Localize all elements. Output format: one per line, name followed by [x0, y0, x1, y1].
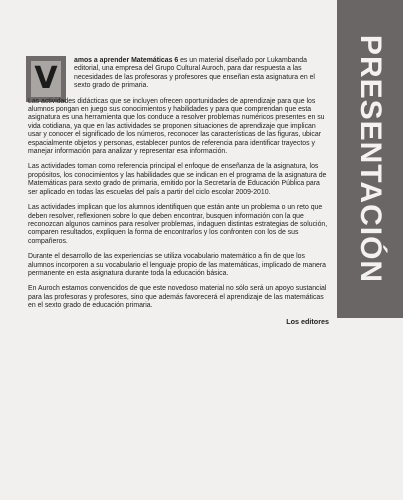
- intro-paragraph: [28, 57, 329, 91]
- drop-cap-letter: V: [31, 61, 61, 97]
- signature: Los editores: [286, 316, 329, 326]
- paragraph-2: Las actividades didácticas que se incluyen ofrecen oportunidades de aprendizaje para que los alumnos pongan en juego sus conocimientos y habilidades y para que comprendan que esta asignatura es una herramienta que los conduce a resolver problemas numéricos presentes en su vida cotidiana, ya que en las actividades se proponen situaciones de aprendizaje que implican usar y conocer el significado de los números, reconocer las características de las figuras, ubicar espacialmente objetos y personas, establecer puntos de referencia para identificar trayectos y manejar información para analizar y representar esa información.: [28, 97, 325, 156]
- intro-rest: es un material diseñado por Lukambanda editorial, una empresa del Grupo Cultural Auroch, para dar respuesta a las necesidades de las profesoras y profesores que enseñan esta asignatura en el sexto grado de primaria.: [74, 57, 315, 90]
- paragraph-5: Durante el desarrollo de las experiencias se utiliza vocabulario matemático a fin de que los alumnos incorporen a su vocabulario el lenguaje propio de las matemáticas, implicado de manera permanente en esta asignatura durante toda la educación básica.: [28, 253, 326, 277]
- paragraph-4: Las actividades implican que los alumnos identifiquen que están ante un problema o un reto que deben resolver, reflexionen sobre lo que deben encontrar, busquen información con la que reconozcan algunos caminos para resolver problemas, indaguen distintas estrategias de solución, comparen resultados, expliquen la forma de encontrarlos y los confronten con los de sus compañeros.: [28, 204, 328, 245]
- presentation-text: [28, 57, 329, 326]
- section-title-text: PRESENTACIÓN: [354, 34, 388, 284]
- intro-lead: amos a aprender Matemáticas 6: [74, 57, 179, 64]
- paragraph-3: Las actividades toman como referencia principal el enfoque de enseñanza de la asignatura, los propósitos, los conocimientos y las habilidades que se indican en el programa de la asignatura de Matemáticas para sexto grado de primaria, emitido por la Secretaría de Educación Pública para ser aplicado en todas las escuelas del país a partir del ciclo escolar 2009-2010.: [28, 163, 327, 196]
- paragraph-6: En Auroch estamos convencidos de que este novedoso material no sólo será un apoyo sustancial para las profesoras y profesores, sino que además favorecerá el aprendizaje de las matemáticas en el sexto grado de educación primaria.: [28, 285, 327, 310]
- section-title-vertical: [337, 0, 403, 318]
